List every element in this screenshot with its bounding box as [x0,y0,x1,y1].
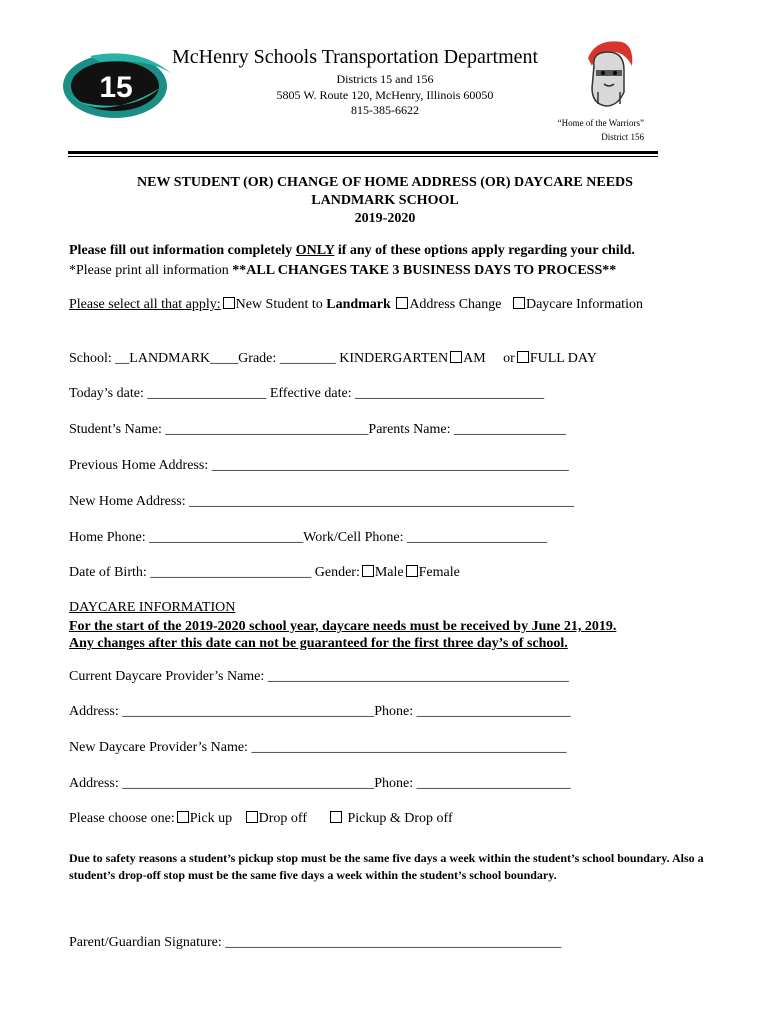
new-student-checkbox[interactable] [223,297,235,309]
warrior-mascot-logo [574,36,636,112]
daycare-info-checkbox[interactable] [513,297,525,309]
header-rule-thin [68,156,658,157]
school-grade-row: School: __LANDMARK____Grade: ________ KINDERGARTEN AM or FULL DAY [69,351,597,366]
district-15-logo [60,44,178,124]
select-options-row: Please select all that apply: New Student to Landmark Address Change Daycare Information [69,297,643,312]
dropoff-checkbox[interactable] [246,811,258,823]
full-day-checkbox[interactable] [517,351,529,363]
phone-number: 815-385-6622 [351,103,419,117]
new-provider-field[interactable]: New Daycare Provider’s Name: _____________________________________________ [69,740,567,755]
choose-one-row: Please choose one: Pick up Drop off Pickup & Drop off [69,811,453,826]
current-provider-address-field[interactable]: Address: ____________________________________Phone: ______________________ [69,704,571,719]
new-provider-address-field[interactable]: Address: ____________________________________Phone: ______________________ [69,776,571,791]
dob-gender-row: Date of Birth: _______________________ Gender: Male Female [69,565,460,580]
safety-note: Due to safety reasons a student’s pickup stop must be the same five days a week within the student’s school boundary. Also a student’s drop-off stop must be the same five days a week within the student’s school boundary. [69,851,704,882]
pickup-dropoff-checkbox[interactable] [330,811,342,823]
instructions-line2: *Please print all information **ALL CHANGES TAKE 3 BUSINESS DAYS TO PROCESS** [69,263,617,278]
select-label: Please select all that apply: [69,297,221,312]
header-rule [68,151,658,154]
dates-field[interactable]: Today’s date: _________________ Effective date: ___________________________ [69,386,545,401]
daycare-heading: DAYCARE INFORMATION [69,600,236,615]
pickup-checkbox[interactable] [177,811,189,823]
dob-field[interactable]: Date of Birth: _______________________ Gender: [69,565,360,580]
form-title-line2: LANDMARK SCHOOL [311,193,459,208]
school-grade-field[interactable]: School: __LANDMARK____Grade: ________ KINDERGARTEN [69,351,449,366]
new-address-field[interactable]: New Home Address: _______________________________________________________ [69,494,575,509]
motto-text: “Home of the Warriors” [557,118,644,128]
districts-text: Districts 15 and 156 [336,72,434,86]
daycare-changes-note: Any changes after this date can not be guaranteed for the first three day’s of school. [69,636,568,651]
am-checkbox[interactable] [450,351,462,363]
form-title-line1: NEW STUDENT (OR) CHANGE OF HOME ADDRESS (OR) DAYCARE NEEDS [137,175,633,190]
street-address: 5805 W. Route 120, McHenry, Illinois 60050 [276,88,494,102]
form-title-line3: 2019-2020 [354,211,416,226]
male-checkbox[interactable] [362,565,374,577]
daycare-deadline: For the start of the 2019-2020 school year, daycare needs must be received by June 21, 2019. [69,619,617,634]
phones-field[interactable]: Home Phone: ______________________Work/Cell Phone: ____________________ [69,530,547,545]
names-field[interactable]: Student’s Name: _____________________________Parents Name: ________________ [69,422,566,437]
address-change-checkbox[interactable] [396,297,408,309]
department-title: McHenry Schools Transportation Department [172,46,539,68]
logo-number: 15 [99,71,133,104]
signature-field[interactable]: Parent/Guardian Signature: ________________________________________________ [69,935,562,950]
instructions-line1: Please fill out information completely ONLY if any of these options apply regarding your child. [69,243,635,258]
current-provider-field[interactable]: Current Daycare Provider’s Name: ___________________________________________ [69,669,569,684]
previous-address-field[interactable]: Previous Home Address: ___________________________________________________ [69,458,569,473]
female-checkbox[interactable] [406,565,418,577]
choose-one-label: Please choose one: [69,811,175,826]
motto-district: District 156 [601,132,644,142]
